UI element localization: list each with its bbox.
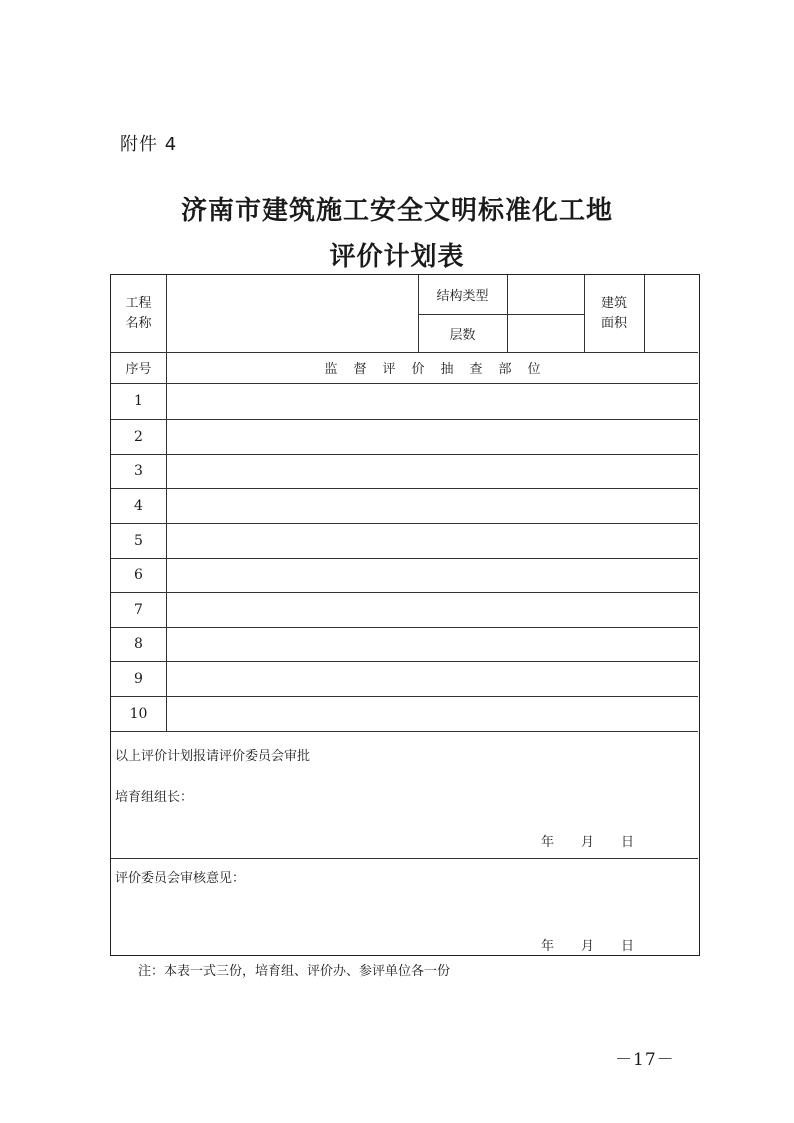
building-area-field[interactable] — [645, 275, 699, 352]
team-leader-label: 培育组组长： — [115, 790, 194, 805]
row-number: 7 — [134, 601, 143, 618]
divider — [111, 731, 698, 732]
row-section-field[interactable] — [167, 558, 698, 592]
floors-label: 层数 — [449, 328, 476, 343]
structure-type-field[interactable] — [508, 275, 584, 314]
section-header: 监督评价抽查部位 — [324, 362, 557, 377]
document-title-line2: 评价计划表 — [329, 242, 465, 272]
divider — [111, 858, 698, 859]
project-name-label-line2: 名称 — [125, 315, 152, 331]
floors-field[interactable] — [508, 315, 584, 352]
project-name-field[interactable] — [167, 275, 418, 352]
project-name-label-line1: 工程 — [125, 295, 152, 311]
document-title-line1: 济南市建筑施工安全文明标准化工地 — [180, 196, 613, 226]
building-area-label-line1: 建筑 — [600, 295, 627, 311]
row-number: 10 — [129, 705, 148, 722]
footnote: 注：本表一式三份，培育组、评价办、参评单位各一份 — [138, 964, 451, 979]
row-number: 9 — [134, 670, 143, 687]
project-name-label — [111, 275, 166, 352]
building-area-label-line2: 面积 — [600, 315, 627, 331]
row-section-field[interactable] — [167, 383, 698, 419]
row-number: 3 — [134, 463, 143, 479]
submit-approval-text: 以上评价计划报请评价委员会审批 — [115, 749, 311, 764]
row-number: 1 — [134, 393, 143, 409]
leader-date-month: 月 — [581, 835, 595, 850]
structure-type-label: 结构类型 — [436, 289, 489, 304]
row-section-field[interactable] — [167, 454, 698, 488]
row-number: 8 — [134, 636, 143, 652]
row-section-field[interactable] — [167, 592, 698, 627]
leader-date-year: 年 — [541, 835, 555, 850]
row-number: 4 — [134, 497, 143, 514]
row-section-field[interactable] — [167, 523, 698, 558]
row-number: 2 — [134, 428, 143, 445]
committee-date-month: 月 — [581, 939, 595, 954]
leader-date-day: 日 — [621, 835, 635, 850]
committee-date-year: 年 — [541, 939, 555, 954]
row-section-field[interactable] — [167, 696, 698, 731]
attachment-label: 附件 4 — [120, 134, 178, 155]
evaluation-plan-form — [110, 274, 700, 956]
row-section-field[interactable] — [167, 488, 698, 523]
row-section-field[interactable] — [167, 627, 698, 661]
committee-opinion-label: 评价委员会审核意见： — [115, 871, 246, 886]
row-number: 6 — [134, 567, 143, 583]
row-number: 5 — [134, 532, 143, 549]
seq-header: 序号 — [125, 362, 152, 377]
committee-date-day: 日 — [621, 939, 635, 954]
page-number: －17－ — [615, 1050, 675, 1070]
building-area-label — [584, 275, 644, 352]
row-section-field[interactable] — [167, 419, 698, 454]
row-section-field[interactable] — [167, 661, 698, 696]
